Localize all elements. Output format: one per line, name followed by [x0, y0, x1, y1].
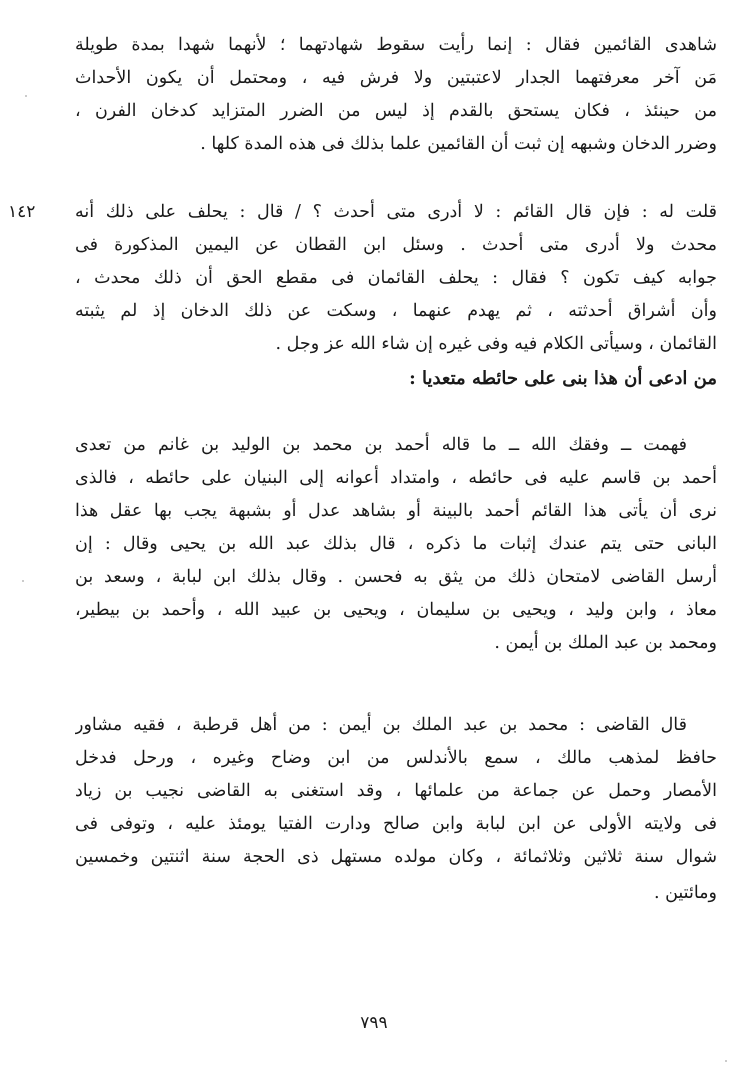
- text-line: شاهدى القائمين فقال : إنما رأيت سقوط شهادتهما ؛ لأنهما شهدا بمدة طويلة: [75, 35, 717, 55]
- text-line: شوال سنة ثلاثين وثلاثمائة ، وكان مولده مستهل ذى الحجة سنة اثنتين وخمسين: [75, 847, 717, 867]
- text-line: ومحمد بن عبد الملك بن أيمن .: [494, 633, 717, 653]
- scan-speck: [725, 1060, 727, 1062]
- scan-speck: [22, 580, 24, 582]
- text-line: قال القاضى : محمد بن عبد الملك بن أيمن : من أهل قرطبة ، فقيه مشاور: [75, 715, 687, 735]
- text-line: أحمد بن قاسم عليه فى حائطه ، وامتداد أعوانه إلى البنيان على حائطه ، فالذى: [75, 468, 717, 488]
- text-line: الأمصار وحمل عن جماعة من علمائها ، وقد استغنى به القاضى نجيب بن زياد: [75, 781, 717, 801]
- text-line: فهمت ــ وفقك الله ــ ما قاله أحمد بن محمد بن الوليد بن غانم من تعدى: [75, 435, 687, 455]
- text-line: من حينئذ ، فكان يستحق بالقدم إذ ليس من الضرر المتزايد كدخان الفرن ،: [75, 101, 717, 121]
- text-line: محدث ولا أدرى متى أحدث . وسئل ابن القطان عن اليمين المذكورة فى: [75, 235, 717, 255]
- margin-folio-number: ١٤٢: [8, 202, 36, 222]
- text-line: أرسل القاضى لامتحان ذلك من يثق به فحسن . وقال بذلك ابن لبابة ، وسعد بن: [75, 567, 717, 587]
- scan-speck: [25, 95, 27, 97]
- text-line: جوابه كيف تكون ؟ فقال : يحلف القائمان فى مقطع الحق أن ذلك محدث ،: [75, 268, 717, 288]
- text-line: ومائتين .: [653, 883, 717, 903]
- text-line: مَن آخر معرفتهما الجدار لاعتبتين ولا فرش فيه ، ومحتمل أن يكون الأحداث: [75, 68, 717, 88]
- text-line: نرى أن يأتى هذا القائم أحمد بالبينة أو بشاهد عدل أو بشبهة يجب بها عقل هذا: [75, 501, 717, 521]
- text-line: حافظ لمذهب مالك ، سمع بالأندلس من ابن وضاح وغيره ، ورحل فدخل: [75, 748, 717, 768]
- text-line: معاذ ، وابن وليد ، ويحيى بن سليمان ، ويحيى بن عبيد الله ، وأحمد بن بيطير،: [75, 600, 717, 620]
- page-number: ٧٩٩: [360, 1013, 388, 1033]
- text-line: البانى حتى يتم عندك إثبات ما ذكره ، قال بذلك عبد الله بن يحيى وقال : إن: [75, 534, 717, 554]
- text-line: وأن أشراق أحدثته ، ثم يهدم عنهما ، وسكت عن ذلك الدخان إذ لم يثبته: [75, 301, 717, 321]
- section-heading: من ادعى أن هذا بنى على حائطه متعديا :: [409, 368, 717, 389]
- text-line: فى ولايته الأولى عن ابن لبابة وابن صالح ودارت الفتيا يومئذ عليه ، وتوفى فى: [75, 814, 717, 834]
- text-line: وضرر الدخان وشبهه إن ثبت أن القائمين علما بذلك فى هذه المدة كلها .: [200, 134, 717, 154]
- text-line: قلت له : فإن قال القائم : لا أدرى متى أحدث ؟ / قال : يحلف على ذلك أنه: [75, 202, 717, 222]
- text-line: القائمان ، وسيأتى الكلام فيه وفى غيره إن شاء الله عز وجل .: [275, 334, 717, 354]
